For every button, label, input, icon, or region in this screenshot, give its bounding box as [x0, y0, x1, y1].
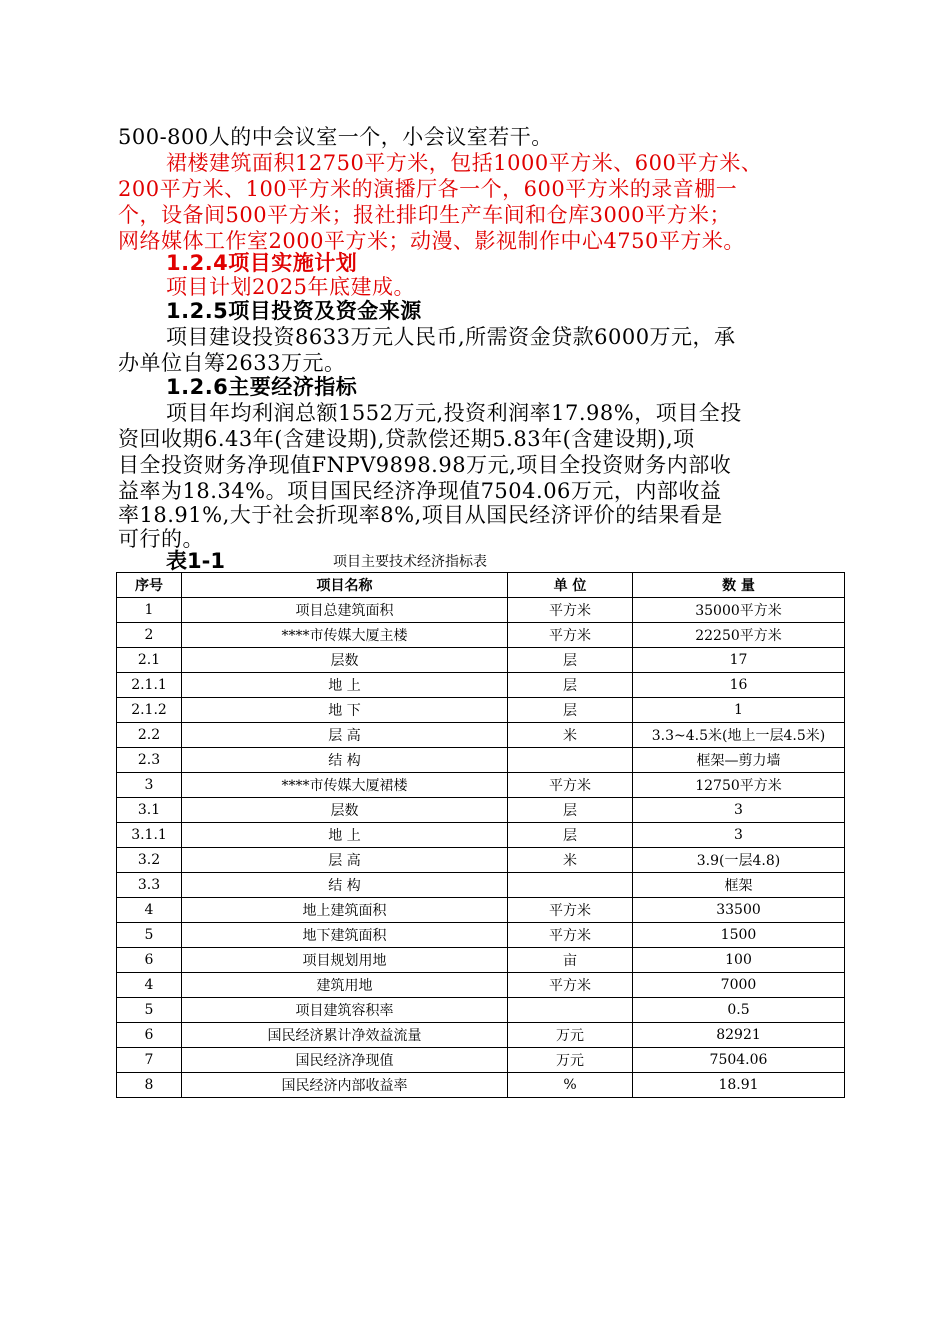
table-body: [117, 598, 845, 1098]
body-text-line: 项目建设投资8633万元人民币,所需资金贷款6000万元，承: [166, 325, 736, 349]
table-row: [117, 898, 845, 923]
table-row: [117, 648, 845, 673]
cell-index: 3: [117, 773, 182, 798]
cell-quantity: 22250平方米: [633, 623, 845, 648]
cell-unit: 平方米: [508, 598, 633, 623]
cell-item-name: 国民经济净现值: [182, 1048, 508, 1073]
cell-unit: 亩: [508, 948, 633, 973]
table-row: [117, 773, 845, 798]
section-heading-1-2-4: 1.2.4项目实施计划: [166, 251, 358, 275]
cell-index: 3.2: [117, 848, 182, 873]
body-text-line: 资回收期6.43年(含建设期),贷款偿还期5.83年(含建设期),项: [118, 427, 695, 451]
cell-index: 5: [117, 923, 182, 948]
table-header-row: [117, 573, 845, 598]
cell-index: 3.1: [117, 798, 182, 823]
table-row: [117, 673, 845, 698]
cell-index: 3.1.1: [117, 823, 182, 848]
header-index: 序号: [117, 573, 182, 598]
table-row: [117, 798, 845, 823]
table-title: 项目主要技术经济指标表: [333, 554, 487, 570]
cell-quantity: 框架—剪力墙: [633, 748, 845, 773]
cell-item-name: 结 构: [182, 748, 508, 773]
cell-unit: 万元: [508, 1023, 633, 1048]
body-text-line-red: 裙楼建筑面积12750平方米，包括1000平方米、600平方米、: [166, 151, 763, 175]
cell-quantity: 3.3~4.5米(地上一层4.5米): [633, 723, 845, 748]
cell-item-name: 地 上: [182, 823, 508, 848]
cell-quantity: 35000平方米: [633, 598, 845, 623]
body-text-line: 可行的。: [118, 527, 204, 551]
cell-index: 4: [117, 898, 182, 923]
cell-index: 1: [117, 598, 182, 623]
cell-quantity: 框架: [633, 873, 845, 898]
body-text-line: 项目年均利润总额1552万元,投资利润率17.98%，项目全投: [166, 401, 742, 425]
cell-unit: 层: [508, 798, 633, 823]
table-row: [117, 698, 845, 723]
cell-item-name: 项目规划用地: [182, 948, 508, 973]
table-row: [117, 1048, 845, 1073]
cell-index: 3.3: [117, 873, 182, 898]
table-row: [117, 1023, 845, 1048]
cell-item-name: ****市传媒大厦主楼: [182, 623, 508, 648]
cell-quantity: 3: [633, 798, 845, 823]
cell-item-name: 项目建筑容积率: [182, 998, 508, 1023]
body-text-line: 益率为18.34%。项目国民经济净现值7504.06万元，内部收益: [118, 479, 722, 503]
cell-item-name: 层 高: [182, 848, 508, 873]
cell-index: 7: [117, 1048, 182, 1073]
cell-unit: 万元: [508, 1048, 633, 1073]
cell-quantity: 7000: [633, 973, 845, 998]
cell-item-name: 地 下: [182, 698, 508, 723]
body-text-line-red: 项目计划2025年底建成。: [166, 275, 415, 299]
body-text-line-red: 个，设备间500平方米；报社排印生产车间和仓库3000平方米；: [118, 203, 732, 227]
cell-unit: 平方米: [508, 773, 633, 798]
cell-unit: 层: [508, 648, 633, 673]
cell-unit: 米: [508, 723, 633, 748]
table-row: [117, 848, 845, 873]
cell-quantity: 100: [633, 948, 845, 973]
table-row: [117, 723, 845, 748]
table-row: [117, 623, 845, 648]
cell-quantity: 18.91: [633, 1073, 845, 1098]
header-item-name: 项目名称: [182, 573, 508, 598]
body-text-line-red: 200平方米、100平方米的演播厅各一个，600平方米的录音棚一: [118, 177, 738, 201]
cell-quantity: 1500: [633, 923, 845, 948]
cell-unit: 层: [508, 823, 633, 848]
cell-item-name: 建筑用地: [182, 973, 508, 998]
cell-unit: %: [508, 1073, 633, 1098]
cell-unit: 平方米: [508, 923, 633, 948]
cell-index: 4: [117, 973, 182, 998]
cell-quantity: 33500: [633, 898, 845, 923]
cell-unit: [508, 748, 633, 773]
table-row: [117, 873, 845, 898]
cell-quantity: 17: [633, 648, 845, 673]
table-row: [117, 823, 845, 848]
cell-index: 2.1.2: [117, 698, 182, 723]
cell-unit: [508, 873, 633, 898]
cell-item-name: 结 构: [182, 873, 508, 898]
table-caption: [166, 548, 844, 574]
cell-item-name: 层数: [182, 648, 508, 673]
cell-quantity: 12750平方米: [633, 773, 845, 798]
cell-index: 5: [117, 998, 182, 1023]
body-text-line: 率18.91%,大于社会折现率8%,项目从国民经济评价的结果看是: [118, 503, 723, 527]
cell-index: 2.1: [117, 648, 182, 673]
cell-item-name: ****市传媒大厦裙楼: [182, 773, 508, 798]
body-text-line: 目全投资财务净现值FNPV9898.98万元,项目全投资财务内部收: [118, 453, 732, 477]
cell-quantity: 82921: [633, 1023, 845, 1048]
cell-item-name: 地上建筑面积: [182, 898, 508, 923]
cell-index: 2.1.1: [117, 673, 182, 698]
section-heading-1-2-5: 1.2.5项目投资及资金来源: [166, 299, 422, 323]
cell-quantity: 16: [633, 673, 845, 698]
table-row: [117, 973, 845, 998]
cell-quantity: 0.5: [633, 998, 845, 1023]
cell-unit: 平方米: [508, 623, 633, 648]
table-row: [117, 948, 845, 973]
cell-unit: [508, 998, 633, 1023]
table-row: [117, 1073, 845, 1098]
cell-item-name: 地 上: [182, 673, 508, 698]
cell-index: 2.3: [117, 748, 182, 773]
indicator-table: [116, 572, 845, 1098]
cell-quantity: 3.9(一层4.8): [633, 848, 845, 873]
cell-index: 2.2: [117, 723, 182, 748]
cell-item-name: 项目总建筑面积: [182, 598, 508, 623]
body-text-line: 办单位自筹2633万元。: [118, 351, 346, 375]
cell-item-name: 国民经济内部收益率: [182, 1073, 508, 1098]
cell-item-name: 国民经济累计净效益流量: [182, 1023, 508, 1048]
cell-unit: 平方米: [508, 898, 633, 923]
cell-item-name: 地下建筑面积: [182, 923, 508, 948]
body-text-line: 500-800人的中会议室一个，小会议室若干。: [118, 125, 553, 149]
cell-unit: 层: [508, 673, 633, 698]
cell-index: 6: [117, 1023, 182, 1048]
table-row: [117, 598, 845, 623]
section-heading-1-2-6: 1.2.6主要经济指标: [166, 375, 358, 399]
header-quantity: 数 量: [633, 573, 845, 598]
cell-quantity: 1: [633, 698, 845, 723]
table-row: [117, 998, 845, 1023]
cell-unit: 米: [508, 848, 633, 873]
body-text-line-red: 网络媒体工作室2000平方米；动漫、影视制作中心4750平方米。: [118, 229, 745, 253]
cell-index: 2: [117, 623, 182, 648]
header-unit: 单 位: [508, 573, 633, 598]
cell-unit: 平方米: [508, 973, 633, 998]
cell-quantity: 3: [633, 823, 845, 848]
cell-item-name: 层 高: [182, 723, 508, 748]
table-label: 表1-1: [166, 549, 225, 573]
cell-unit: 层: [508, 698, 633, 723]
table-row: [117, 748, 845, 773]
table-row: [117, 923, 845, 948]
cell-item-name: 层数: [182, 798, 508, 823]
cell-index: 8: [117, 1073, 182, 1098]
cell-quantity: 7504.06: [633, 1048, 845, 1073]
cell-index: 6: [117, 948, 182, 973]
